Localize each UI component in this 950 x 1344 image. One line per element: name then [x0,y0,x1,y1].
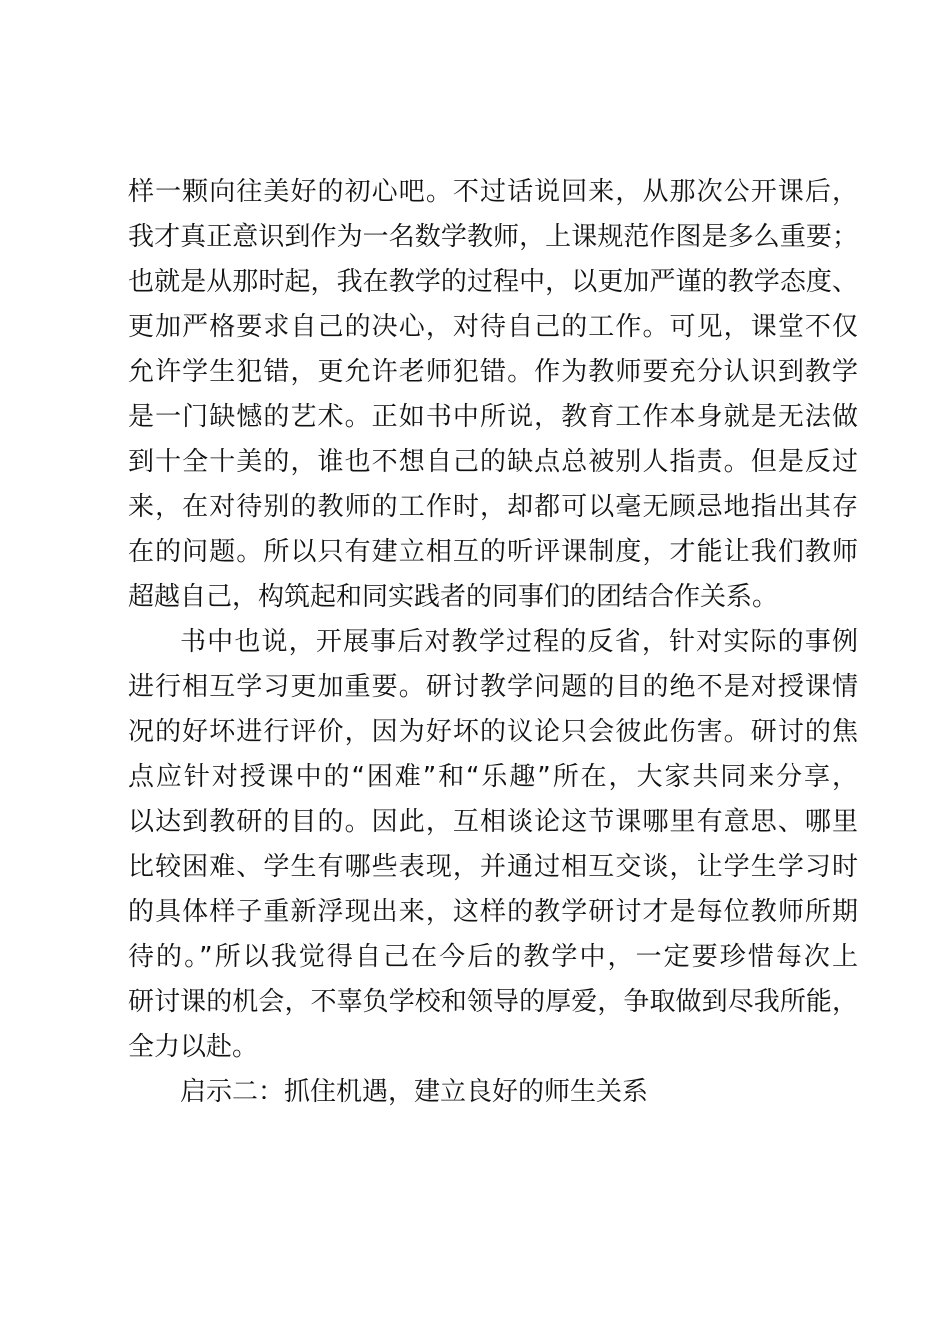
text-line: 允许学生犯错，更允许老师犯错。作为教师要充分认识到教学 [128,357,858,387]
text-line: 进行相互学习更加重要。研讨教学问题的目的绝不是对授课情 [128,672,858,702]
text-line: 样一颗向往美好的初心吧。不过话说回来，从那次公开课后， [128,177,858,207]
text-line: 是一门缺憾的艺术。正如书中所说，教育工作本身就是无法做 [128,402,858,432]
text-line: 点应针对授课中的“困难”和“乐趣”所在，大家共同来分享， [128,762,858,792]
text-line: 到十全十美的，谁也不想自己的缺点总被别人指责。但是反过 [128,447,858,477]
text-line: 研讨课的机会，不辜负学校和领导的厚爱，争取做到尽我所能， [128,987,858,1017]
text-line: 更加严格要求自己的决心，对待自己的工作。可见，课堂不仅 [128,312,858,342]
paragraph-2 [128,620,858,1070]
text-line: 的具体样子重新浮现出来，这样的教学研讨才是每位教师所期 [128,897,858,927]
text-line: 超越自己，构筑起和同实践者的同事们的团结合作关系。 [128,582,779,612]
document-body [128,170,858,1115]
text-line: 也就是从那时起，我在教学的过程中，以更加严谨的教学态度、 [128,267,858,297]
text-line: 全力以赴。 [128,1032,259,1062]
text-line: 待的。”所以我觉得自己在今后的教学中，一定要珍惜每次上 [128,942,858,972]
text-line: 以达到教研的目的。因此，互相谈论这节课哪里有意思、哪里 [128,807,858,837]
text-line: 来，在对待别的教师的工作时，却都可以毫无顾忌地指出其存 [128,492,858,522]
section-heading: 启示二：抓住机遇，建立良好的师生关系 [180,1077,649,1107]
text-line: 书中也说，开展事后对教学过程的反省，针对实际的事例 [180,627,858,657]
paragraph-1 [128,170,858,620]
text-line: 比较困难、学生有哪些表现，并通过相互交谈，让学生学习时 [128,852,858,882]
text-line: 在的问题。所以只有建立相互的听评课制度，才能让我们教师 [128,537,858,567]
text-line: 况的好坏进行评价，因为好坏的议论只会彼此伤害。研讨的焦 [128,717,858,747]
text-line: 我才真正意识到作为一名数学教师，上课规范作图是多么重要； [128,222,858,252]
